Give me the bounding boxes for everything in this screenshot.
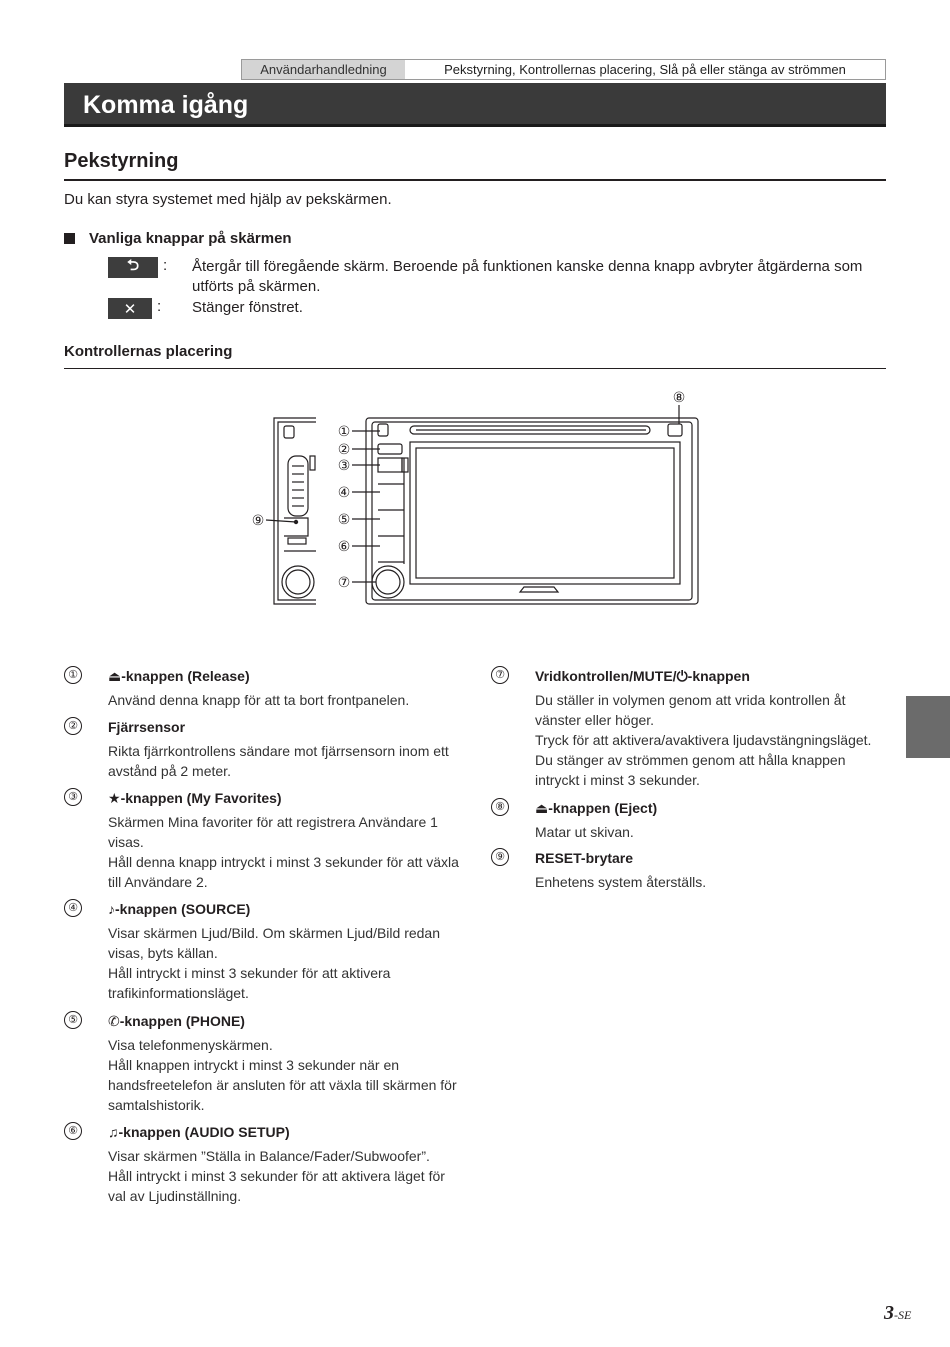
colon: : — [163, 257, 168, 274]
section-title: Pekstyrning — [64, 150, 179, 172]
diagram-callout-4: ④ — [337, 485, 351, 501]
diagram-callout-7: ⑦ — [337, 575, 351, 591]
header-manual-label: Användarhandledning — [242, 60, 405, 79]
item-description: Matar ut skivan. — [535, 824, 634, 840]
item-number: ⑥ — [64, 1122, 82, 1140]
item-number: ⑦ — [491, 666, 509, 684]
colon: : — [157, 298, 162, 315]
item-title: ♪-knappen (SOURCE) — [108, 901, 251, 917]
item-number: ④ — [64, 899, 82, 917]
close-x-icon: ✕ — [108, 298, 152, 319]
button-def-back — [108, 257, 882, 297]
item-title: Vridkontrollen/MUTE/⏻-knappen — [535, 668, 750, 684]
diagram-callout-2: ② — [337, 442, 351, 458]
star-icon: ★ — [108, 790, 121, 806]
subheading-text: Vanliga knappar på skärmen — [89, 230, 292, 247]
running-header — [241, 59, 886, 80]
header-topics: Pekstyrning, Kontrollernas placering, Slå på eller stänga av strömmen — [444, 62, 846, 77]
back-arrow-icon: ⮌ — [108, 257, 158, 278]
button-def-close — [108, 298, 882, 319]
controls-heading: Kontrollernas placering — [64, 343, 886, 369]
device-diagram — [248, 386, 708, 611]
item-title: ★-knappen (My Favorites) — [108, 790, 282, 806]
item-title: RESET-brytare — [535, 850, 634, 866]
eject-icon: ⏏ — [535, 800, 549, 816]
item-title: ⏏-knappen (Release) — [108, 668, 250, 684]
diagram-callout-5: ⑤ — [337, 512, 351, 528]
chapter-title: Komma igång — [83, 91, 249, 119]
item-title: Fjärrsensor — [108, 719, 186, 735]
button-description: Återgår till föregående skärm. Beroende på funktionen kanske denna knapp avbryter åtgärderna som utförts på skärmen. — [192, 258, 863, 295]
item-description: Rikta fjärrkontrollens sändare mot fjärrsensorn inom ett avstånd på 2 meter. — [108, 743, 449, 779]
diagram-callout-8: ⑧ — [672, 390, 686, 406]
diagram-callout-6: ⑥ — [337, 539, 351, 555]
item-number: ③ — [64, 788, 82, 806]
item-number: ⑤ — [64, 1011, 82, 1029]
button-description: Stänger fönstret. — [192, 299, 303, 316]
item-title: ♫-knappen (AUDIO SETUP) — [108, 1124, 290, 1140]
item-number: ⑨ — [491, 848, 509, 866]
audio-setup-icon: ♫ — [108, 1124, 119, 1140]
item-number: ① — [64, 666, 82, 684]
item-description: Du ställer in volymen genom att vrida kontrollen åt vänster eller höger. Tryck för att aktivera/avaktivera ljudavstängningsläget. Du stänger av strömmen genom att hålla knappen intryckt i minst 3 sekunder. — [535, 692, 872, 788]
power-icon: ⏻ — [676, 668, 688, 684]
item-title: ⏏-knappen (Eject) — [535, 800, 658, 816]
chapter-title-band — [64, 83, 886, 127]
item-description: Använd denna knapp för att ta bort frontpanelen. — [108, 692, 410, 708]
item-description: Visar skärmen ”Ställa in Balance/Fader/Subwoofer”. Håll intryckt i minst 3 sekunder för att aktivera läget för val av Ljudinställning. — [108, 1148, 445, 1204]
phone-icon: ✆ — [108, 1013, 120, 1029]
item-title: ✆-knappen (PHONE) — [108, 1013, 245, 1029]
music-note-icon: ♪ — [108, 901, 115, 917]
page-number: 3-SE — [884, 1302, 912, 1324]
front-panel-drawing — [366, 418, 698, 604]
item-description: Visar skärmen Ljud/Bild. Om skärmen Ljud/Bild redan visas, byts källan. Håll intryckt i minst 3 sekunder för att aktivera trafikinformationsläget. — [108, 925, 441, 1001]
eject-release-icon: ⏏ — [108, 668, 122, 684]
diagram-callout-9: ⑨ — [251, 513, 265, 529]
chapter-side-tab — [906, 696, 950, 758]
item-number: ⑧ — [491, 798, 509, 816]
diagram-callout-3: ③ — [337, 458, 351, 474]
side-panel-drawing — [274, 418, 316, 604]
subheading-common-buttons — [64, 230, 292, 247]
item-description: Skärmen Mina favoriter för att registrera Användare 1 visas. Håll denna knapp intryckt i minst 3 sekunder för att växla till Användare 2. — [108, 814, 459, 890]
bullet-square-icon — [64, 233, 75, 244]
item-description: Enhetens system återställs. — [535, 874, 707, 890]
diagram-callout-1: ① — [337, 424, 351, 440]
intro-text: Du kan styra systemet med hjälp av pekskärmen. — [64, 191, 392, 208]
section-heading — [64, 150, 886, 181]
item-description: Visa telefonmenyskärmen. Håll knappen intryckt i minst 3 sekunder när en handsfreetelefon är ansluten för att växla till skärmen för samtalshistorik. — [108, 1037, 457, 1113]
item-number: ② — [64, 717, 82, 735]
